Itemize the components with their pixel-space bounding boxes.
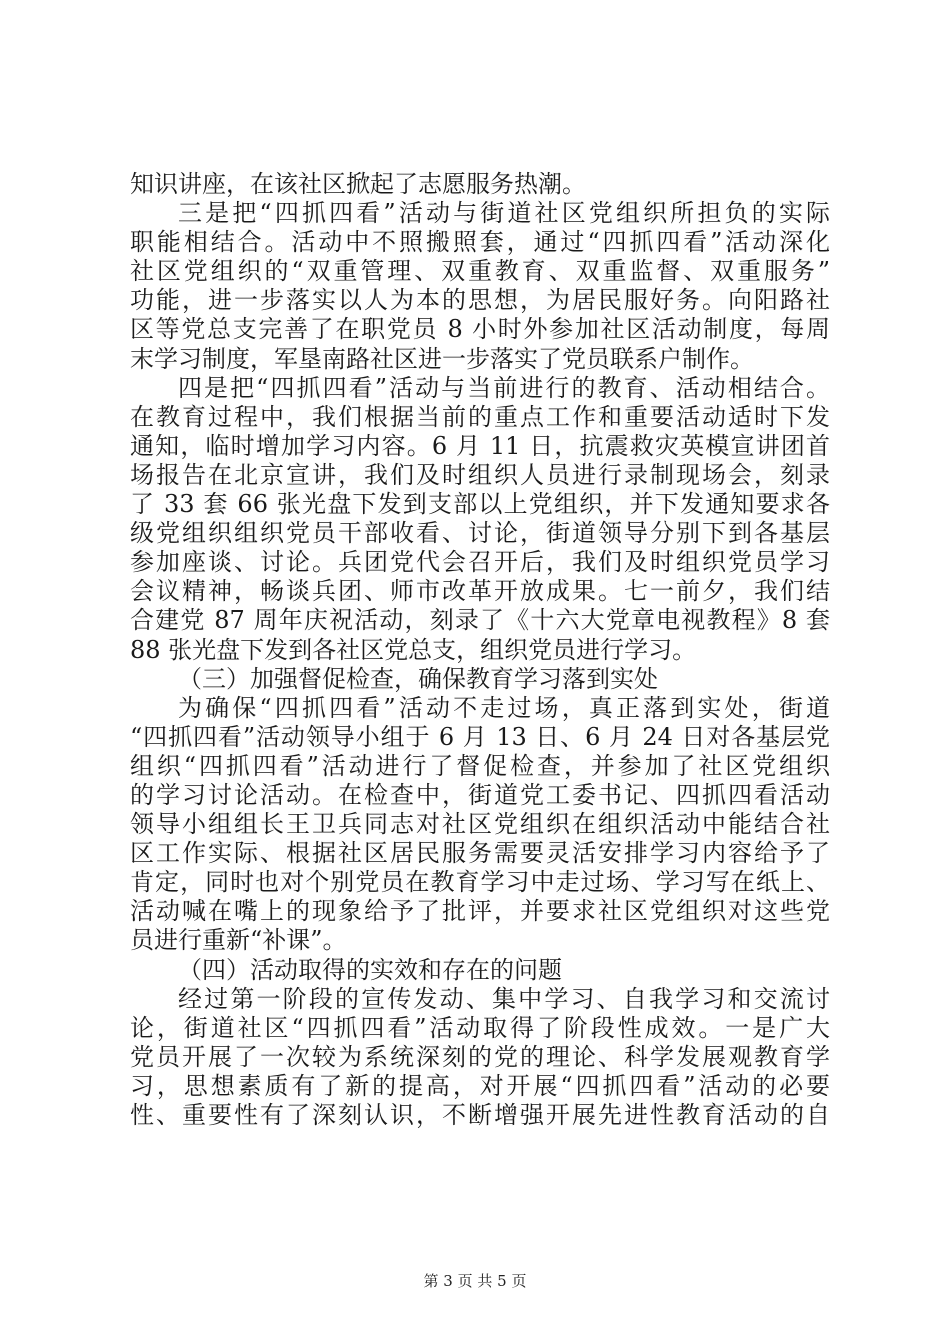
text-line: 性、重要性有了深刻认识，不断增强开展先进性教育活动的自 [130, 1101, 830, 1129]
text-line: 会议精神，畅谈兵团、师市改革开放成果。七一前夕，我们结 [130, 577, 830, 606]
text-line: 合建党 87 周年庆祝活动，刻录了《十六大党章电视教程》8 套 [130, 606, 830, 635]
text-line: 三是把“四抓四看”活动与街道社区党组织所担负的实际 [178, 199, 830, 228]
text-line: 88 张光盘下发到各社区党总支，组织党员进行学习。 [130, 635, 697, 664]
text-line: 四是把“四抓四看”活动与当前进行的教育、活动相结合。 [178, 373, 830, 402]
text-line: 区工作实际、根据社区居民服务需要灵活安排学习内容给予了 [130, 839, 830, 868]
text-line: 级党组织组织党员干部收看、讨论，街道领导分别下到各基层 [130, 519, 830, 548]
text-line: “四抓四看”活动领导小组于 6 月 13 日、6 月 24 日对各基层党 [130, 722, 830, 751]
text-line: 党员开展了一次较为系统深刻的党的理论、科学发展观教育学 [130, 1042, 830, 1071]
text-line: 领导小组组长王卫兵同志对社区党组织在组织活动中能结合社 [130, 810, 830, 839]
text-line: 末学习制度，军垦南路社区进一步落实了党员联系户制作。 [130, 344, 754, 373]
text-line: 员进行重新“补课”。 [130, 926, 347, 955]
text-line: 习，思想素质有了新的提高，对开展“四抓四看”活动的必要 [130, 1071, 830, 1100]
text-line: 参加座谈、讨论。兵团党代会召开后，我们及时组织党员学习 [130, 548, 830, 577]
text-line: 通知，临时增加学习内容。6 月 11 日，抗震救灾英模宣讲团首 [130, 431, 830, 460]
text-line: 组织“四抓四看”活动进行了督促检查，并参加了社区党组织 [130, 751, 830, 780]
text-line: （四）活动取得的实效和存在的问题 [178, 955, 562, 984]
text-line: 的学习讨论活动。在检查中，街道党工委书记、四抓四看活动 [130, 780, 830, 809]
text-line: 论，街道社区“四抓四看”活动取得了阶段性成效。一是广大 [130, 1013, 830, 1042]
text-line: 了 33 套 66 张光盘下发到支部以上党组织，并下发通知要求各 [130, 490, 830, 519]
document-body [130, 170, 830, 1130]
text-line: 区等党总支完善了在职党员 8 小时外参加社区活动制度，每周 [130, 315, 830, 344]
text-line: 职能相结合。活动中不照搬照套，通过“四抓四看”活动深化 [130, 228, 830, 257]
text-line: 在教育过程中，我们根据当前的重点工作和重要活动适时下发 [130, 402, 830, 431]
text-line: 经过第一阶段的宣传发动、集中学习、自我学习和交流讨 [178, 984, 830, 1013]
text-line: （三）加强督促检查，确保教育学习落到实处 [178, 664, 658, 693]
page-footer: 第 3 页 共 5 页 [423, 1272, 527, 1290]
text-line: 知识讲座，在该社区掀起了志愿服务热潮。 [130, 170, 586, 198]
text-line: 活动喊在嘴上的现象给予了批评，并要求社区党组织对这些党 [130, 897, 830, 926]
text-line: 肯定，同时也对个别党员在教育学习中走过场、学习写在纸上、 [130, 868, 830, 897]
text-line: 功能，进一步落实以人为本的思想，为居民服好务。向阳路社 [130, 286, 830, 315]
text-line: 社区党组织的“双重管理、双重教育、双重监督、双重服务” [130, 257, 830, 286]
text-line: 为确保“四抓四看”活动不走过场，真正落到实处，街道 [178, 693, 830, 722]
text-line: 场报告在北京宣讲，我们及时组织人员进行录制现场会，刻录 [130, 460, 830, 489]
